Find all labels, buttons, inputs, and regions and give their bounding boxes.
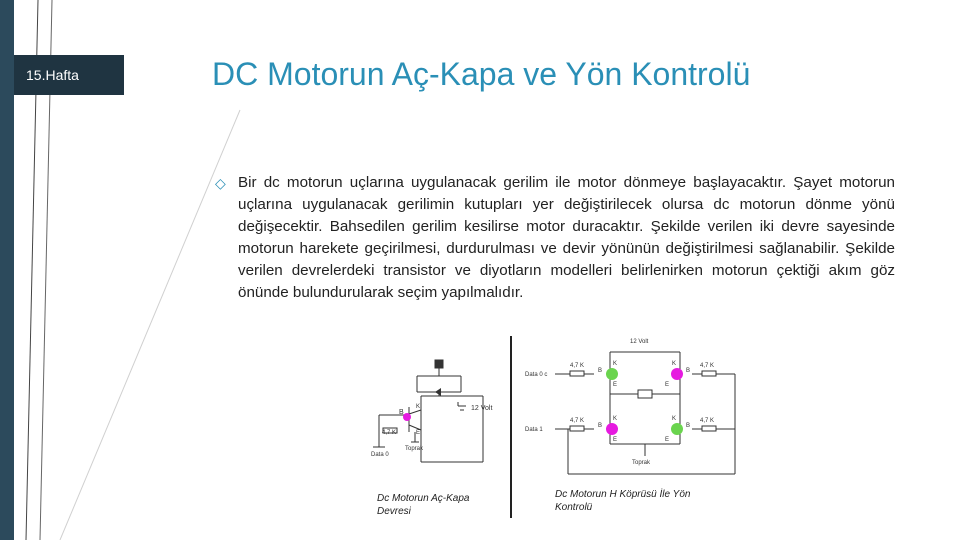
c1-label-12v: 12 Volt (471, 405, 493, 412)
transistor-icon (671, 423, 683, 435)
c2-label-toprak: Toprak (632, 460, 651, 466)
motor-icon (638, 390, 652, 398)
resistor-icon (702, 371, 716, 376)
c2-label-12v: 12 Volt (630, 339, 649, 345)
c2-label-e4: E (665, 437, 670, 443)
resistor-icon (702, 426, 716, 431)
transistor-icon (403, 413, 411, 421)
c2-label-k3: K (613, 416, 618, 422)
on-off-circuit-diagram (365, 352, 510, 522)
c1-label-r: 4,7 K (382, 430, 397, 436)
c2-label-b4: B (686, 423, 691, 429)
c1-caption-line2: Devresi (377, 506, 411, 517)
c1-label-e: E (416, 430, 421, 436)
week-tag-label: 15.Hafta (26, 67, 79, 83)
slide-body (215, 172, 895, 304)
diagram-separator (510, 336, 512, 518)
c2-label-e1: E (613, 382, 618, 388)
c2-label-r3: 4,7 K (700, 363, 715, 369)
transistor-icon (671, 368, 683, 380)
diode-icon (435, 388, 441, 396)
transistor-icon (606, 423, 618, 435)
c2-label-r1: 4,7 K (570, 363, 585, 369)
c1-label-toprak: Toprak (405, 446, 424, 452)
battery-icon (458, 406, 466, 410)
c2-label-b3: B (686, 368, 691, 374)
c2-label-k4: K (672, 416, 677, 422)
transistor-icon (606, 368, 618, 380)
body-paragraph: Bir dc motorun uçlarına uygulanacak gerilim ile motor dönmeye başlayacaktır. Şayet motorun uçlarına uygulanacak gerilimin kutupları yer değiştirilecek olursa dc motorun dönme yönü değişecektir. Bahsedilen gerilim kesilirse motor duracaktır. Şekilde verilen iki devre sayesinde motorun harekete geçirilmesi, durdurulması ve devir yönünün değiştirilmesi sağlanabilir. Şekilde verilen devrelerdeki transistor ve diyotların modelleri belirlenirken motorun çektiği akım göz önünde bulundurularak seçim yapılmalıdır. (238, 174, 895, 301)
c1-label-data: Data 0 (371, 452, 389, 458)
c1-caption-line1: Dc Motorun Aç-Kapa (377, 493, 470, 504)
c2-label-k2: K (672, 361, 677, 367)
c2-label-data0: Data 0 c (525, 372, 548, 378)
c2-caption-line2: Kontrolü (555, 502, 593, 513)
c2-label-e2: E (665, 382, 670, 388)
c2-label-r2: 4,7 K (570, 418, 585, 424)
resistor-icon (570, 371, 584, 376)
c2-label-b1: B (598, 368, 603, 374)
c2-label-b2: B (598, 423, 603, 429)
c2-label-r4: 4,7 K (700, 418, 715, 424)
h-bridge-circuit-diagram (520, 334, 745, 524)
c1-label-k: K (416, 404, 421, 410)
c2-label-data1: Data 1 (525, 427, 543, 433)
c2-label-e3: E (613, 437, 618, 443)
week-tag (14, 55, 124, 95)
c1-label-b: B (399, 409, 404, 416)
resistor-icon (570, 426, 584, 431)
c2-label-k1: K (613, 361, 618, 367)
diamond-bullet-icon: ◇ (215, 175, 226, 191)
c2-caption-line1: Dc Motorun H Köprüsü İle Yön (555, 489, 691, 500)
slide-title: DC Motorun Aç-Kapa ve Yön Kontrolü (212, 56, 751, 92)
